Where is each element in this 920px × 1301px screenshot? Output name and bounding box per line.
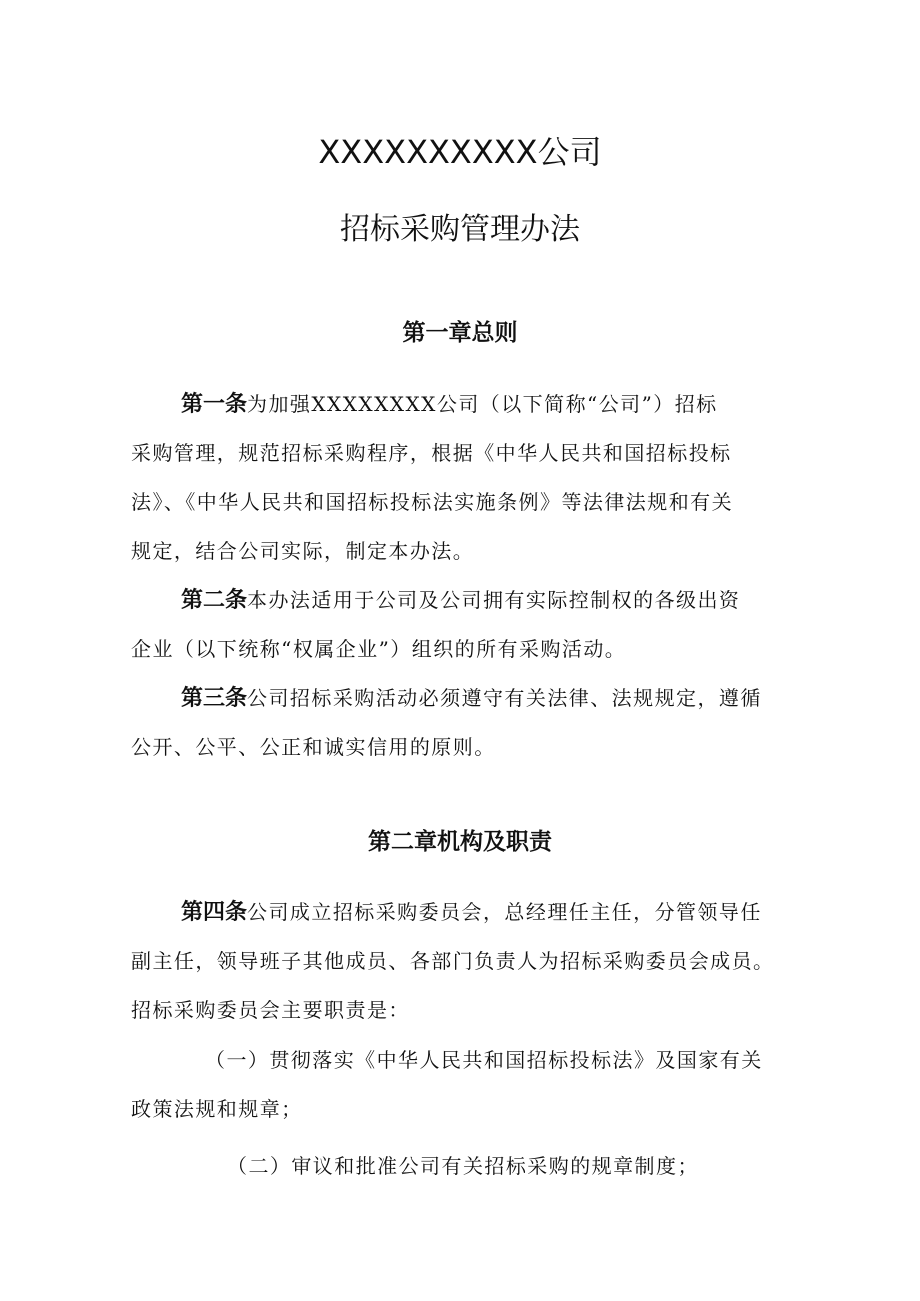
article-1-label: 第一条 <box>181 392 248 417</box>
article-3-label: 第三条 <box>181 686 248 711</box>
article-4-line-1 <box>131 888 807 937</box>
article-3 <box>131 674 807 772</box>
chapter-1-heading: 第一章总则 <box>402 320 518 346</box>
item-1-line-1: （一）贯彻落实《中华人民共和国招标投标法》及国家有关 <box>205 1048 763 1072</box>
chapter-2-heading: 第二章机构及职责 <box>368 829 552 855</box>
article-4-label: 第四条 <box>181 900 248 925</box>
article-2-text-1: 本办法适用于公司及公司拥有实际控制权的各级出资 <box>247 588 741 612</box>
item-1-line-2: 政策法规和规章； <box>131 1097 303 1121</box>
article-1-line-1 <box>131 380 807 429</box>
document-title-company: XXXXXXXXXX公司 <box>318 133 602 171</box>
article-3-text-1: 公司招标采购活动必须遵守有关法律、法规规定，遵循 <box>247 686 762 710</box>
article-1-line-3: 法》、《中华人民共和国招标投标法实施条例》等法律法规和有关 <box>131 490 734 514</box>
article-4 <box>131 888 807 1035</box>
document-title-regulation: 招标采购管理办法 <box>340 212 580 247</box>
article-3-line-1 <box>131 674 807 723</box>
article-2-line-1 <box>131 576 807 625</box>
item-2-line-1: （二）审议和批准公司有关招标采购的规章制度； <box>227 1154 699 1178</box>
article-2-line-2: 企业（以下统称“权属企业”）组织的所有采购活动。 <box>131 637 627 661</box>
article-1-text-1: 为加强XXXXXXXX公司（以下简称“公司”）招标 <box>247 392 718 416</box>
article-1 <box>131 380 807 576</box>
article-2 <box>131 576 807 674</box>
article-1-line-4: 规定，结合公司实际，制定本办法。 <box>131 539 475 563</box>
article-4-line-2: 副主任，领导班子其他成员、各部门负责人为招标采购委员会成员。 <box>131 949 775 973</box>
article-2-label: 第二条 <box>181 588 248 613</box>
article-4-line-3: 招标采购委员会主要职责是： <box>131 998 410 1022</box>
item-2 <box>131 1142 807 1191</box>
article-4-text-1: 公司成立招标采购委员会，总经理任主任，分管领导任 <box>247 900 762 924</box>
item-1 <box>131 1036 807 1134</box>
article-1-line-2: 采购管理，规范招标采购程序，根据《中华人民共和国招标投标 <box>131 441 732 465</box>
article-3-line-2: 公开、公平、公正和诚实信用的原则。 <box>131 735 496 759</box>
